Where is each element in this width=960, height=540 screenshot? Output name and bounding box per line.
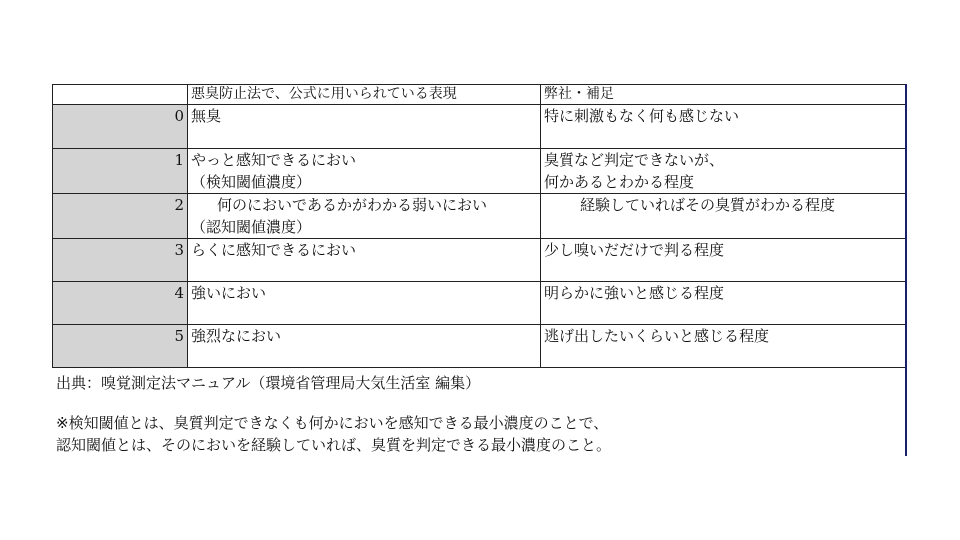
sheet-right-border — [905, 84, 907, 456]
expression-text: やっと感知できるにおい — [191, 151, 357, 169]
footnote-line: ※検知閾値とは、臭質判定できなくも何かにおいを感知できる最小濃度のことで、 — [56, 414, 609, 432]
level-cell: 2 — [53, 194, 188, 239]
level-cell: 5 — [53, 325, 188, 368]
level-cell: 1 — [53, 149, 188, 194]
supplement-text: 逃げ出したいくらいと感じる程度 — [544, 327, 770, 345]
footnote-line: 認知閾値とは、そのにおいを経験していれば、臭質を判定できる最小濃度のこと。 — [56, 436, 612, 454]
odor-intensity-sheet — [52, 84, 907, 456]
level-cell: 3 — [53, 239, 188, 282]
level-cell: 4 — [53, 282, 188, 325]
header-official-expression: 悪臭防止法で、公式に用いられている表現 — [188, 85, 541, 105]
supplement-text: 少し嗅いだだけで判る程度 — [544, 241, 725, 259]
expression-cell — [188, 325, 541, 368]
table-header-row — [53, 85, 906, 105]
header-level — [53, 85, 188, 105]
table-row — [53, 105, 906, 149]
expression-cell — [188, 149, 541, 194]
table-row — [53, 282, 906, 325]
supplement-text: 特に刺激もなく何も感じない — [544, 107, 740, 125]
table-row — [53, 149, 906, 194]
supplement-text: 経験していればその臭質がわかる程度 — [580, 196, 836, 214]
expression-cell — [188, 282, 541, 325]
supplement-cell — [541, 105, 906, 149]
odor-intensity-table — [52, 84, 906, 368]
expression-text: 強いにおい — [191, 284, 267, 302]
table-row — [53, 194, 906, 239]
expression-cell — [188, 194, 541, 239]
supplement-text: 明らかに強いと感じる程度 — [544, 284, 725, 302]
supplement-cell — [541, 149, 906, 194]
expression-subtext: （認知閾値濃度） — [191, 218, 312, 236]
supplement-cell — [541, 239, 906, 282]
expression-text: 何のにおいであるかがわかる弱いにおい — [217, 196, 488, 214]
supplement-cell — [541, 194, 906, 239]
supplement-cell — [541, 325, 906, 368]
source-citation: 出典：嗅覚測定法マニュアル（環境省管理局大気生活室 編集） — [56, 374, 481, 392]
table-row — [53, 325, 906, 368]
supplement-cell — [541, 282, 906, 325]
expression-text: 強烈なにおい — [191, 327, 282, 345]
expression-cell — [188, 239, 541, 282]
expression-text: 無臭 — [191, 107, 222, 125]
footnote — [56, 412, 611, 456]
table-row — [53, 239, 906, 282]
header-supplement: 弊社・補足 — [541, 85, 906, 105]
expression-subtext: （検知閾値濃度） — [191, 173, 312, 191]
supplement-subtext: 何かあるとわかる程度 — [544, 173, 695, 191]
expression-cell — [188, 105, 541, 149]
level-cell: 0 — [53, 105, 188, 149]
expression-text: らくに感知できるにおい — [191, 241, 357, 259]
supplement-text: 臭質など判定できないが、 — [544, 151, 725, 169]
